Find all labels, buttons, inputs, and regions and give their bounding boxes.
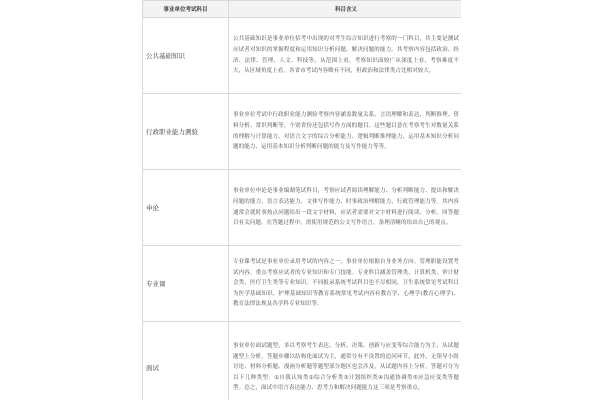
- description-text: 公共基础知识是事业单位招考中出现的对考生综合知识进行考察的一门科目，其主要是测试应试者对知识的掌握程度和运用知识分析问题、解决问题的能力。其考察内容包括政治、经济、法律、管理、人文、科技等，从范围上看，考察知识面较广从深度上看，考察难度不大，从区域角度上看，各省市考试内容略有不同，但政治和法律类占比相对较大。: [233, 36, 459, 75]
- subject-description: [229, 94, 462, 170]
- header-subject: 事业单位考试科目: [143, 1, 229, 18]
- subject-description: [229, 322, 462, 400]
- table-row: [143, 18, 462, 94]
- subject-name: 专业课: [143, 246, 229, 322]
- description-text: 事业单位申论是事业编制笔试科目，考察应试者阅读理解能力、分析判断能力、提出和解决问题的能力、语言表达能力、文体写作能力、时事政治理解能力、行政管理能力等。其内容通常会就时事热点问题给出一段文字材料，应试者需要对文字材料进行阅读、分析，回答题目有关问题。在答题过程中，需使用规范的公文写作语言，条理清晰的给出自己的观点。: [233, 188, 459, 227]
- description-text: 事业单位考试中行政职业能力测验考察内容涵盖数量关系、言语理解和表达、判断推理、资料分析、常识判断等，个别省份还包括写作方面的题目。这些题目意在考察考生对数量关系的理解与计算能力、对语言文字的综合分析能力、逻辑判断推理能力、运用基本知识分析问题的能力、运用基本知识分析判断问题的能力及写作能力等等。: [233, 112, 459, 151]
- subject-description: [229, 18, 462, 94]
- description-text: 专业课考试是事业单位录用考试的内容之一，事业单位根据自身业务方向、管理职能设置考试内容，重点考察应试者的专业知识和专门技能。专业科目涵盖管理类、计算机类、审计财会类、医疗卫生类等专业知识。不同报录系统考试科目也不尽相同，卫生系统常见考试科目为医学基础知识、护理基础知识等教育系统常见考试内容有教育学、心理学(教育心理学)、教育法律法规及各学科专业知识等。: [233, 259, 459, 308]
- table-header-row: [143, 1, 462, 18]
- subject-description: [229, 170, 462, 246]
- subject-name: 面试: [143, 322, 229, 400]
- table-row: [143, 170, 462, 246]
- subject-description: [229, 246, 462, 322]
- subject-name: 行政职业能力测验: [143, 94, 229, 170]
- subject-name: 申论: [143, 170, 229, 246]
- table-row: [143, 94, 462, 170]
- header-content: 科目含义: [229, 1, 462, 18]
- content-area: [142, 0, 461, 400]
- description-text: 事业单位面试题型，多以考察考生表达、分析、决策、创新与应变等综合能力为主，从试题题型上分析，答题步骤以结构化面试为主，通常分有不设置的追问环节，此外，无领导小组讨论、材料分析题、漫画分析题等题型部分地区也会涉及，从试题内容上分析，答题可分为以下几种类型：①自我认知类②综合分析类③计划组织类④沟通协调类⑤应急应变类等题型。总之，面试中语言表达能力、思考力和解决问题能力这三项是考察重点。: [233, 343, 459, 392]
- exam-subjects-table: [142, 0, 461, 400]
- subject-name: 公共基础知识: [143, 18, 229, 94]
- table-row: [143, 246, 462, 322]
- table-row: [143, 322, 462, 400]
